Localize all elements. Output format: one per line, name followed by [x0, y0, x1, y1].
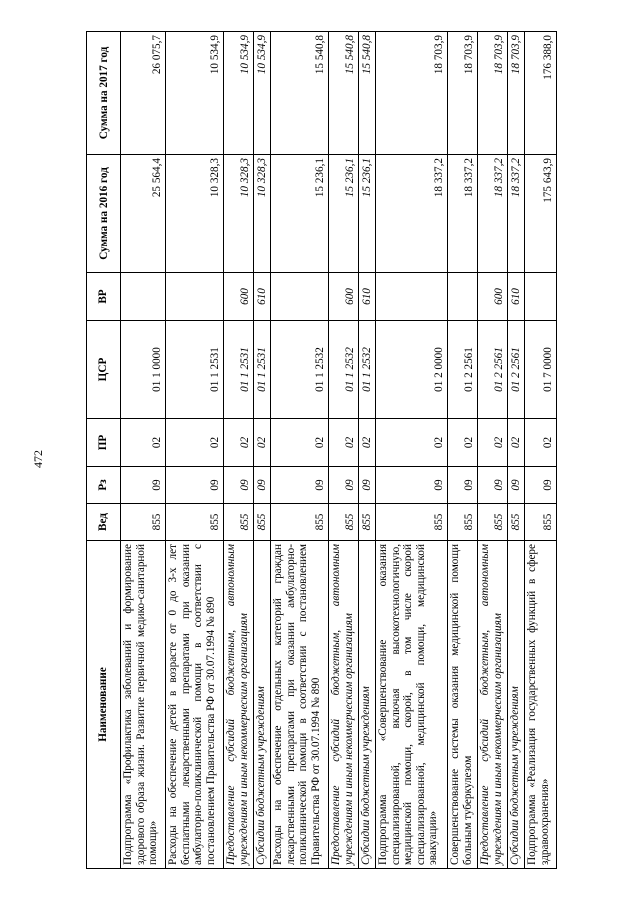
- cell-sum-2016: 18 337,2: [376, 155, 448, 273]
- header-name: Наименование: [87, 541, 121, 869]
- cell-pr: 02: [271, 419, 329, 467]
- cell-rz: 09: [329, 467, 359, 504]
- header-sum-2016: Сумма на 2016 год: [87, 155, 121, 273]
- cell-vr: 610: [254, 273, 271, 321]
- table-row: [329, 32, 359, 869]
- header-vr: ВР: [87, 273, 121, 321]
- table-row: [121, 32, 166, 869]
- cell-csr: 01 2 2561: [508, 321, 525, 419]
- cell-rz: 09: [166, 467, 224, 504]
- cell-sum-2017: 18 703,9: [448, 32, 478, 155]
- cell-rz: 09: [121, 467, 166, 504]
- cell-pr: 02: [224, 419, 254, 467]
- cell-vr: [376, 273, 448, 321]
- cell-ved: 855: [448, 504, 478, 541]
- cell-ved: 855: [508, 504, 525, 541]
- cell-pr: 02: [448, 419, 478, 467]
- cell-vr: 610: [508, 273, 525, 321]
- cell-rz: 09: [508, 467, 525, 504]
- cell-sum-2016: 18 337,2: [448, 155, 478, 273]
- cell-csr: 01 2 2561: [448, 321, 478, 419]
- cell-csr: 01 1 2532: [359, 321, 376, 419]
- cell-sum-2016: 18 337,2: [508, 155, 525, 273]
- cell-sum-2016: 15 236,1: [329, 155, 359, 273]
- cell-csr: 01 1 2532: [329, 321, 359, 419]
- cell-vr: [271, 273, 329, 321]
- cell-sum-2017: 10 534,9: [224, 32, 254, 155]
- table-row: [448, 32, 478, 869]
- cell-rz: 09: [271, 467, 329, 504]
- cell-ved: 855: [329, 504, 359, 541]
- cell-sum-2017: 26 075,7: [121, 32, 166, 155]
- budget-table: [86, 31, 557, 869]
- cell-pr: 02: [478, 419, 508, 467]
- cell-vr: [121, 273, 166, 321]
- cell-vr: [448, 273, 478, 321]
- cell-sum-2017: 18 703,9: [508, 32, 525, 155]
- cell-csr: 01 1 2531: [166, 321, 224, 419]
- cell-name: Расходы на обеспечение отдельных категорий граждан лекарственными препаратами при оказании амбулаторно-поликлинической помощи в соответствии с постановлением Правительства РФ от 30.07.1994 № 890: [271, 541, 329, 869]
- cell-ved: 855: [359, 504, 376, 541]
- table-row: [166, 32, 224, 869]
- cell-name: Предоставление субсидий бюджетным, автономным учреждениям и иным некоммерческим организациям: [329, 541, 359, 869]
- cell-ved: 855: [271, 504, 329, 541]
- cell-sum-2016: 15 236,1: [359, 155, 376, 273]
- cell-pr: 02: [254, 419, 271, 467]
- cell-rz: 09: [525, 467, 557, 504]
- cell-name: Подпрограмма «Реализация государственных функций в сфере здравоохранения»: [525, 541, 557, 869]
- cell-vr: 600: [329, 273, 359, 321]
- cell-sum-2016: 10 328,3: [166, 155, 224, 273]
- cell-sum-2016: 25 564,4: [121, 155, 166, 273]
- cell-pr: 02: [329, 419, 359, 467]
- cell-ved: 855: [254, 504, 271, 541]
- header-csr: ЦСР: [87, 321, 121, 419]
- table-row: [525, 32, 557, 869]
- cell-csr: 01 2 2561: [478, 321, 508, 419]
- cell-ved: 855: [478, 504, 508, 541]
- cell-csr: 01 1 2531: [224, 321, 254, 419]
- cell-vr: [166, 273, 224, 321]
- cell-csr: 01 1 0000: [121, 321, 166, 419]
- cell-sum-2017: 18 703,9: [478, 32, 508, 155]
- cell-rz: 09: [448, 467, 478, 504]
- cell-vr: [525, 273, 557, 321]
- cell-name: Расходы на обеспечение детей в возрасте от 0 до 3-х лет бесплатными лекарственными препаратами при оказании амбулаторно-поликлинической помощи в соответствии с постановлением Правительства РФ от 30.07.1994 № 890: [166, 541, 224, 869]
- cell-sum-2016: 10 328,3: [224, 155, 254, 273]
- cell-csr: 01 1 2531: [254, 321, 271, 419]
- cell-rz: 09: [478, 467, 508, 504]
- table-row: [508, 32, 525, 869]
- cell-ved: 855: [166, 504, 224, 541]
- header-rz: Рз: [87, 467, 121, 504]
- header-ved: Вед: [87, 504, 121, 541]
- cell-pr: 02: [359, 419, 376, 467]
- cell-sum-2017: 15 540,8: [359, 32, 376, 155]
- header-sum-2017: Сумма на 2017 год: [87, 32, 121, 155]
- table-row: [224, 32, 254, 869]
- table-row: [271, 32, 329, 869]
- cell-pr: 02: [121, 419, 166, 467]
- cell-rz: 09: [254, 467, 271, 504]
- table-row: [254, 32, 271, 869]
- cell-name: Предоставление субсидий бюджетным, автономным учреждениям и иным некоммерческим организациям: [224, 541, 254, 869]
- rotated-table-wrapper: [86, 32, 556, 869]
- cell-csr: 01 1 2532: [271, 321, 329, 419]
- header-pr: ПР: [87, 419, 121, 467]
- cell-sum-2017: 15 540,8: [271, 32, 329, 155]
- cell-vr: 600: [224, 273, 254, 321]
- cell-pr: 02: [508, 419, 525, 467]
- cell-rz: 09: [359, 467, 376, 504]
- cell-vr: 600: [478, 273, 508, 321]
- cell-name: Субсидии бюджетным учреждениям: [359, 541, 376, 869]
- cell-name: Подпрограмма «Совершенствование оказания специализированной, включая высокотехнологичную, медицинской помощи, скорой, в том числе скорой специализированной, медицинской помощи, медицинской эвакуации»: [376, 541, 448, 869]
- cell-name: Совершенствование системы оказания медицинской помощи больным туберкулезом: [448, 541, 478, 869]
- cell-name: Субсидии бюджетным учреждениям: [508, 541, 525, 869]
- cell-csr: 01 7 0000: [525, 321, 557, 419]
- table-row: [376, 32, 448, 869]
- cell-sum-2017: 18 703,9: [376, 32, 448, 155]
- cell-csr: 01 2 0000: [376, 321, 448, 419]
- cell-sum-2017: 15 540,8: [329, 32, 359, 155]
- cell-sum-2016: 18 337,2: [478, 155, 508, 273]
- cell-vr: 610: [359, 273, 376, 321]
- cell-ved: 855: [376, 504, 448, 541]
- cell-rz: 09: [224, 467, 254, 504]
- cell-sum-2016: 10 328,3: [254, 155, 271, 273]
- cell-pr: 02: [166, 419, 224, 467]
- cell-ved: 855: [525, 504, 557, 541]
- header-row: [87, 32, 121, 869]
- cell-rz: 09: [376, 467, 448, 504]
- cell-pr: 02: [376, 419, 448, 467]
- cell-ved: 855: [121, 504, 166, 541]
- cell-sum-2017: 176 388,0: [525, 32, 557, 155]
- cell-sum-2016: 175 643,9: [525, 155, 557, 273]
- cell-name: Субсидии бюджетным учреждениям: [254, 541, 271, 869]
- cell-sum-2016: 15 236,1: [271, 155, 329, 273]
- cell-pr: 02: [525, 419, 557, 467]
- table-row: [478, 32, 508, 869]
- cell-sum-2017: 10 534,9: [166, 32, 224, 155]
- cell-name: Подпрограмма «Профилактика заболеваний и формирование здорового образа жизни. Развитие первичной медико-санитарной помощи»: [121, 541, 166, 869]
- table-row: [359, 32, 376, 869]
- cell-name: Предоставление субсидий бюджетным, автономным учреждениям и иным некоммерческим организациям: [478, 541, 508, 869]
- cell-ved: 855: [224, 504, 254, 541]
- page-number: 472: [31, 450, 45, 468]
- cell-sum-2017: 10 534,9: [254, 32, 271, 155]
